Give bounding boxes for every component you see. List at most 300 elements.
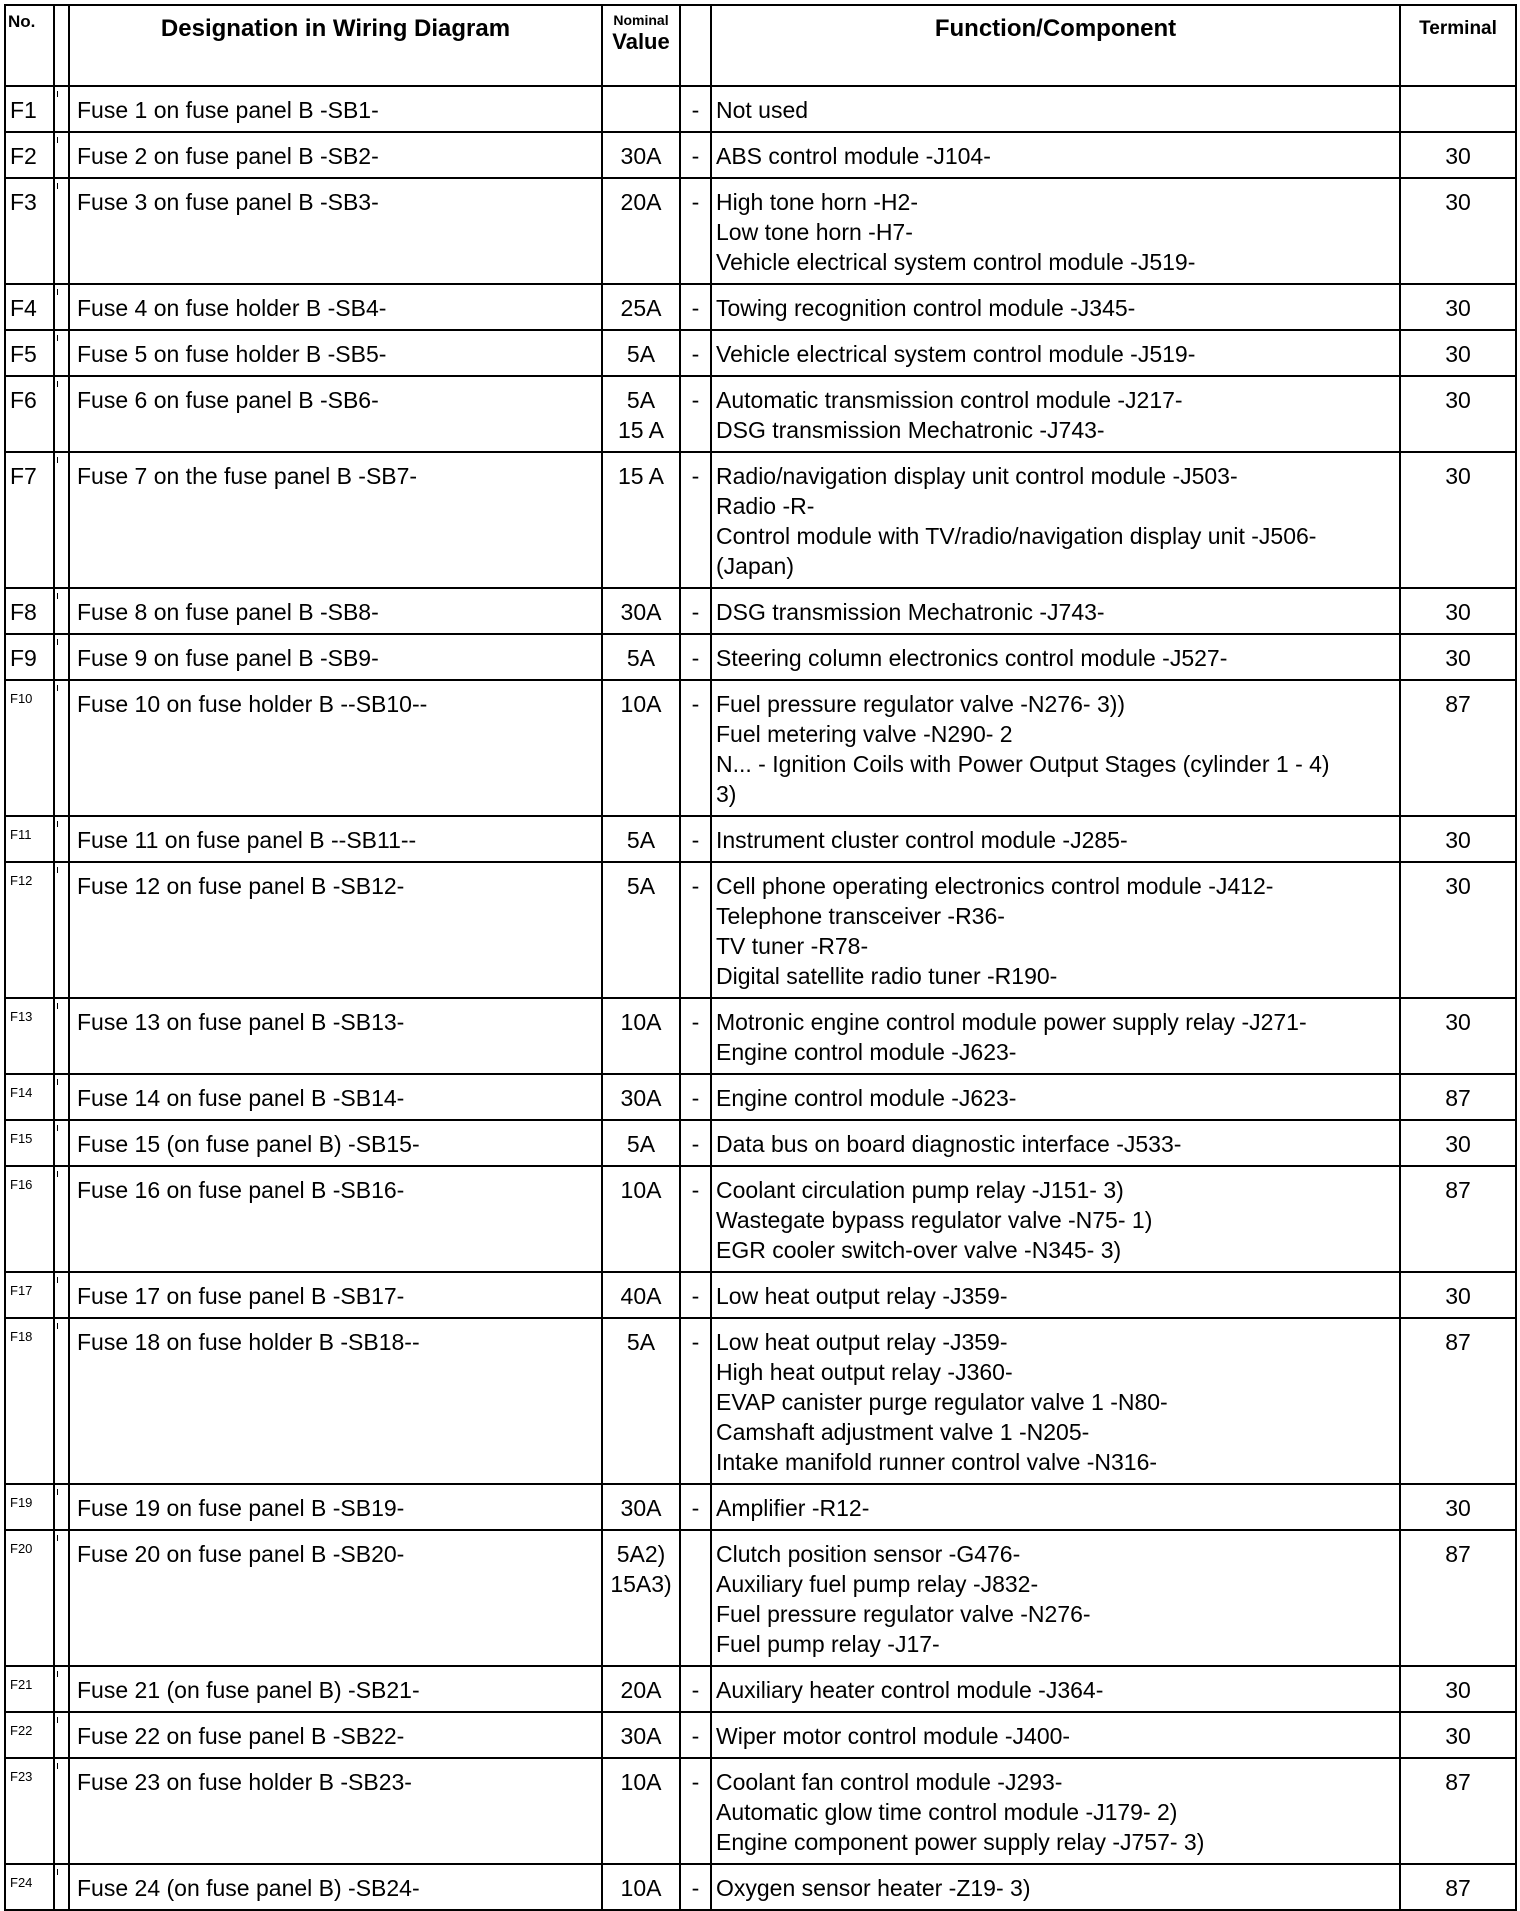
function-line: Oxygen sensor heater -Z19- 3): [716, 1875, 1031, 1901]
table-row: [5, 680, 1516, 816]
terminal-cell: 87: [1400, 1530, 1516, 1666]
designation-cell: Fuse 17 on fuse panel B -SB17-: [69, 1272, 602, 1318]
designation-cell: Fuse 7 on the fuse panel B -SB7-: [69, 452, 602, 588]
header-function: Function/Component: [711, 5, 1400, 86]
function-cell: [711, 132, 1400, 178]
dash-cell: -: [680, 178, 711, 284]
function-line: Fuel pressure regulator valve -N276-: [716, 1601, 1091, 1627]
terminal-cell: 87: [1400, 1758, 1516, 1864]
fuse-number-cell: [5, 1758, 54, 1864]
terminal-cell: 30: [1400, 376, 1516, 452]
designation-cell: Fuse 8 on fuse panel B -SB8-: [69, 588, 602, 634]
designation-cell: Fuse 21 (on fuse panel B) -SB21-: [69, 1666, 602, 1712]
table-row: [5, 1074, 1516, 1120]
header-nominal-value: [602, 5, 680, 86]
dash-cell: -: [680, 588, 711, 634]
fuse-number: F22: [10, 1723, 33, 1738]
nominal-value-cell: [602, 86, 680, 132]
fuse-number: F21: [10, 1677, 33, 1692]
nominal-value: 5A: [626, 873, 656, 899]
function-line: (Japan): [716, 553, 794, 579]
nominal-value-cell: [602, 1712, 680, 1758]
function-cell: [711, 1758, 1400, 1864]
function-cell: [711, 376, 1400, 452]
dash-cell: -: [680, 452, 711, 588]
row-marker-cell: [54, 816, 69, 862]
fuse-number-cell: [5, 1120, 54, 1166]
function-cell: [711, 452, 1400, 588]
function-line: High tone horn -H2-: [716, 189, 918, 215]
nominal-value: 30A: [620, 143, 662, 169]
fuse-number-cell: [5, 1864, 54, 1910]
designation-cell: Fuse 14 on fuse panel B -SB14-: [69, 1074, 602, 1120]
terminal-cell: 30: [1400, 588, 1516, 634]
nominal-value: 30A: [620, 1723, 662, 1749]
terminal-cell: [1400, 86, 1516, 132]
terminal-cell: 30: [1400, 998, 1516, 1074]
nominal-value-cell: [602, 1272, 680, 1318]
row-marker-cell: [54, 376, 69, 452]
table-row: [5, 376, 1516, 452]
table-row: [5, 1318, 1516, 1484]
fuse-number-cell: [5, 1318, 54, 1484]
dash-cell: [680, 1530, 711, 1666]
function-line: Camshaft adjustment valve 1 -N205-: [716, 1419, 1090, 1445]
header-nominal-label: Nominal: [613, 12, 669, 28]
row-marker-cell: [54, 1666, 69, 1712]
function-line: Engine control module -J623-: [716, 1085, 1017, 1111]
function-cell: [711, 284, 1400, 330]
terminal-cell: 87: [1400, 680, 1516, 816]
designation-cell: Fuse 23 on fuse holder B -SB23-: [69, 1758, 602, 1864]
function-line: Steering column electronics control module -J527-: [716, 645, 1228, 671]
dash-cell: -: [680, 634, 711, 680]
nominal-value-cell: [602, 1530, 680, 1666]
dash-cell: -: [680, 1484, 711, 1530]
table-row: [5, 132, 1516, 178]
row-marker-cell: [54, 1272, 69, 1318]
table-row: [5, 1120, 1516, 1166]
fuse-number-cell: [5, 998, 54, 1074]
dash-cell: -: [680, 284, 711, 330]
dash-cell: -: [680, 1074, 711, 1120]
function-cell: [711, 1318, 1400, 1484]
designation-cell: Fuse 12 on fuse panel B -SB12-: [69, 862, 602, 998]
fuse-number-cell: [5, 1074, 54, 1120]
fuse-number-cell: [5, 588, 54, 634]
designation-cell: Fuse 18 on fuse holder B -SB18--: [69, 1318, 602, 1484]
designation-cell: Fuse 3 on fuse panel B -SB3-: [69, 178, 602, 284]
row-marker-cell: [54, 1864, 69, 1910]
fuse-number: F20: [10, 1541, 33, 1556]
designation-cell: Fuse 15 (on fuse panel B) -SB15-: [69, 1120, 602, 1166]
row-marker-cell: [54, 330, 69, 376]
nominal-value: 10A: [620, 1875, 662, 1901]
function-cell: [711, 816, 1400, 862]
nominal-value-cell: [602, 330, 680, 376]
fuse-number-cell: [5, 1666, 54, 1712]
nominal-value: 15 A: [617, 463, 665, 489]
dash-cell: -: [680, 816, 711, 862]
nominal-value-cell: [602, 1864, 680, 1910]
designation-cell: Fuse 11 on fuse panel B --SB11--: [69, 816, 602, 862]
function-cell: [711, 1666, 1400, 1712]
fuse-table: [4, 4, 1517, 1911]
table-row: [5, 1864, 1516, 1910]
dash-cell: -: [680, 1166, 711, 1272]
row-marker-cell: [54, 1530, 69, 1666]
function-line: Engine component power supply relay -J757- 3): [716, 1829, 1205, 1855]
row-marker-cell: [54, 178, 69, 284]
function-line: N... - Ignition Coils with Power Output Stages (cylinder 1 - 4): [716, 751, 1330, 777]
nominal-value: 30A: [620, 599, 662, 625]
fuse-number: F4: [10, 295, 37, 321]
dash-cell: -: [680, 1758, 711, 1864]
function-cell: [711, 178, 1400, 284]
fuse-number-cell: [5, 452, 54, 588]
row-marker-cell: [54, 284, 69, 330]
table-row: [5, 1166, 1516, 1272]
designation-cell: Fuse 16 on fuse panel B -SB16-: [69, 1166, 602, 1272]
table-row: [5, 1712, 1516, 1758]
header-designation: Designation in Wiring Diagram: [69, 5, 602, 86]
header-terminal: Terminal: [1400, 5, 1516, 86]
terminal-cell: 87: [1400, 1074, 1516, 1120]
function-line: Low heat output relay -J359-: [716, 1283, 1008, 1309]
function-line: Vehicle electrical system control module -J519-: [716, 249, 1196, 275]
fuse-number: F24: [10, 1875, 33, 1890]
fuse-number: F6: [10, 387, 37, 413]
terminal-cell: 30: [1400, 1120, 1516, 1166]
nominal-value: 5A: [626, 827, 656, 853]
nominal-value-cell: [602, 862, 680, 998]
fuse-number: F10: [10, 691, 33, 706]
fuse-number-cell: [5, 1272, 54, 1318]
function-line: Not used: [716, 97, 809, 123]
function-line: Coolant circulation pump relay -J151- 3): [716, 1177, 1124, 1203]
header-marker: [54, 5, 69, 86]
nominal-value-cell: [602, 634, 680, 680]
function-line: Cell phone operating electronics control module -J412-: [716, 873, 1274, 899]
function-line: Automatic transmission control module -J217-: [716, 387, 1183, 413]
function-line: Fuel pressure regulator valve -N276- 3)): [716, 691, 1126, 717]
row-marker-cell: [54, 1166, 69, 1272]
fuse-number: F13: [10, 1009, 33, 1024]
nominal-value: 5A2): [616, 1541, 666, 1567]
row-marker-cell: [54, 1758, 69, 1864]
fuse-number: F8: [10, 599, 37, 625]
dash-cell: -: [680, 86, 711, 132]
terminal-cell: 30: [1400, 862, 1516, 998]
fuse-number: F17: [10, 1283, 33, 1298]
nominal-value: 30A: [620, 1495, 662, 1521]
function-line: Wiper motor control module -J400-: [716, 1723, 1071, 1749]
row-marker-cell: [54, 1074, 69, 1120]
nominal-value: 5A: [626, 645, 656, 671]
table-row: [5, 284, 1516, 330]
function-line: Coolant fan control module -J293-: [716, 1769, 1063, 1795]
row-marker-cell: [54, 1318, 69, 1484]
function-cell: [711, 998, 1400, 1074]
designation-cell: Fuse 24 (on fuse panel B) -SB24-: [69, 1864, 602, 1910]
function-cell: [711, 680, 1400, 816]
nominal-value: 10A: [620, 1769, 662, 1795]
fuse-number-cell: [5, 1530, 54, 1666]
terminal-cell: 30: [1400, 1272, 1516, 1318]
terminal-cell: 30: [1400, 452, 1516, 588]
fuse-number: F19: [10, 1495, 33, 1510]
fuse-number: F3: [10, 189, 37, 215]
table-row: [5, 634, 1516, 680]
nominal-value-cell: [602, 178, 680, 284]
function-line: ABS control module -J104-: [716, 143, 991, 169]
nominal-value: 20A: [620, 189, 662, 215]
function-line: Wastegate bypass regulator valve -N75- 1): [716, 1207, 1153, 1233]
fuse-number-cell: [5, 86, 54, 132]
nominal-value-cell: [602, 1318, 680, 1484]
function-line: Fuel pump relay -J17-: [716, 1631, 940, 1657]
designation-cell: Fuse 1 on fuse panel B -SB1-: [69, 86, 602, 132]
nominal-value-cell: [602, 1484, 680, 1530]
function-cell: [711, 1120, 1400, 1166]
nominal-value: 10A: [620, 1177, 662, 1203]
designation-cell: Fuse 2 on fuse panel B -SB2-: [69, 132, 602, 178]
nominal-value-cell: [602, 1166, 680, 1272]
table-row: [5, 588, 1516, 634]
function-cell: [711, 1712, 1400, 1758]
fuse-number-cell: [5, 1712, 54, 1758]
row-marker-cell: [54, 1484, 69, 1530]
function-line: Motronic engine control module power supply relay -J271-: [716, 1009, 1307, 1035]
row-marker-cell: [54, 588, 69, 634]
nominal-value: 15A3): [610, 1571, 672, 1597]
designation-cell: Fuse 9 on fuse panel B -SB9-: [69, 634, 602, 680]
nominal-value: 10A: [620, 1009, 662, 1035]
terminal-cell: 30: [1400, 634, 1516, 680]
row-marker-cell: [54, 132, 69, 178]
fuse-number-cell: [5, 132, 54, 178]
terminal-cell: 30: [1400, 330, 1516, 376]
function-cell: [711, 1530, 1400, 1666]
nominal-value-cell: [602, 1120, 680, 1166]
table-row: [5, 1530, 1516, 1666]
nominal-value: 5A: [626, 1131, 656, 1157]
nominal-value-cell: [602, 680, 680, 816]
terminal-cell: 30: [1400, 1712, 1516, 1758]
table-row: [5, 452, 1516, 588]
function-line: 3): [716, 781, 737, 807]
function-line: Fuel metering valve -N290- 2: [716, 721, 1013, 747]
function-line: Radio/navigation display unit control module -J503-: [716, 463, 1238, 489]
table-row: [5, 862, 1516, 998]
fuse-number: F11: [10, 827, 32, 842]
terminal-cell: 87: [1400, 1864, 1516, 1910]
row-marker-cell: [54, 452, 69, 588]
nominal-value-cell: [602, 1666, 680, 1712]
designation-cell: Fuse 10 on fuse holder B --SB10--: [69, 680, 602, 816]
fuse-number: F23: [10, 1769, 33, 1784]
row-marker-cell: [54, 680, 69, 816]
function-line: Instrument cluster control module -J285-: [716, 827, 1128, 853]
function-line: EGR cooler switch-over valve -N345- 3): [716, 1237, 1122, 1263]
function-line: Data bus on board diagnostic interface -J533-: [716, 1131, 1182, 1157]
dash-cell: -: [680, 862, 711, 998]
function-cell: [711, 1074, 1400, 1120]
dash-cell: -: [680, 330, 711, 376]
nominal-value: 30A: [620, 1085, 662, 1111]
fuse-number: F9: [10, 645, 37, 671]
fuse-number: F5: [10, 341, 37, 367]
terminal-cell: 30: [1400, 132, 1516, 178]
terminal-cell: 87: [1400, 1166, 1516, 1272]
nominal-value-cell: [602, 132, 680, 178]
nominal-value: 5A: [626, 341, 656, 367]
table-row: [5, 330, 1516, 376]
nominal-value: 25A: [620, 295, 662, 321]
fuse-number-cell: [5, 862, 54, 998]
nominal-value-cell: [602, 452, 680, 588]
row-marker-cell: [54, 1712, 69, 1758]
fuse-number: F7: [10, 463, 37, 489]
table-row: [5, 816, 1516, 862]
nominal-value-cell: [602, 998, 680, 1074]
fuse-number-cell: [5, 284, 54, 330]
designation-cell: Fuse 6 on fuse panel B -SB6-: [69, 376, 602, 452]
function-cell: [711, 634, 1400, 680]
dash-cell: -: [680, 1120, 711, 1166]
fuse-number: F14: [10, 1085, 33, 1100]
dash-cell: -: [680, 1666, 711, 1712]
header-no: No.: [5, 5, 54, 86]
fuse-number: F15: [10, 1131, 33, 1146]
nominal-value: 10A: [620, 691, 662, 717]
designation-cell: Fuse 5 on fuse holder B -SB5-: [69, 330, 602, 376]
dash-cell: -: [680, 1712, 711, 1758]
function-line: DSG transmission Mechatronic -J743-: [716, 417, 1105, 443]
fuse-number: F16: [10, 1177, 33, 1192]
nominal-value-cell: [602, 284, 680, 330]
terminal-cell: 30: [1400, 816, 1516, 862]
row-marker-cell: [54, 634, 69, 680]
function-cell: [711, 588, 1400, 634]
function-line: Low tone horn -H7-: [716, 219, 913, 245]
fuse-number-cell: [5, 1166, 54, 1272]
table-row: [5, 1272, 1516, 1318]
table-row: [5, 178, 1516, 284]
table-row: [5, 998, 1516, 1074]
function-line: EVAP canister purge regulator valve 1 -N80-: [716, 1389, 1168, 1415]
function-line: Automatic glow time control module -J179- 2): [716, 1799, 1178, 1825]
fuse-table-body: [5, 86, 1516, 1910]
function-cell: [711, 1272, 1400, 1318]
function-line: Engine control module -J623-: [716, 1039, 1017, 1065]
table-row: [5, 1484, 1516, 1530]
function-line: Amplifier -R12-: [716, 1495, 870, 1521]
dash-cell: -: [680, 1272, 711, 1318]
designation-cell: Fuse 20 on fuse panel B -SB20-: [69, 1530, 602, 1666]
function-cell: [711, 86, 1400, 132]
function-line: Auxiliary fuel pump relay -J832-: [716, 1571, 1039, 1597]
row-marker-cell: [54, 862, 69, 998]
fuse-number-cell: [5, 330, 54, 376]
fuse-number: F12: [10, 873, 33, 888]
function-cell: [711, 1166, 1400, 1272]
function-line: Low heat output relay -J359-: [716, 1329, 1008, 1355]
function-line: Auxiliary heater control module -J364-: [716, 1677, 1104, 1703]
function-cell: [711, 862, 1400, 998]
function-cell: [711, 1484, 1400, 1530]
nominal-value-cell: [602, 1074, 680, 1120]
function-cell: [711, 330, 1400, 376]
function-cell: [711, 1864, 1400, 1910]
dash-cell: -: [680, 132, 711, 178]
designation-cell: Fuse 19 on fuse panel B -SB19-: [69, 1484, 602, 1530]
nominal-value: 15 A: [617, 417, 665, 443]
nominal-value: 20A: [620, 1677, 662, 1703]
designation-cell: Fuse 22 on fuse panel B -SB22-: [69, 1712, 602, 1758]
nominal-value-cell: [602, 376, 680, 452]
fuse-number: F2: [10, 143, 37, 169]
function-line: DSG transmission Mechatronic -J743-: [716, 599, 1105, 625]
table-row: [5, 1758, 1516, 1864]
fuse-number-cell: [5, 816, 54, 862]
fuse-number-cell: [5, 680, 54, 816]
dash-cell: -: [680, 680, 711, 816]
nominal-value: 5A: [626, 1329, 656, 1355]
fuse-number-cell: [5, 1484, 54, 1530]
terminal-cell: 30: [1400, 178, 1516, 284]
row-marker-cell: [54, 86, 69, 132]
function-line: Radio -R-: [716, 493, 815, 519]
header-dash: [680, 5, 711, 86]
nominal-value-cell: [602, 588, 680, 634]
dash-cell: -: [680, 1318, 711, 1484]
function-line: Clutch position sensor -G476-: [716, 1541, 1021, 1567]
terminal-cell: 30: [1400, 284, 1516, 330]
designation-cell: Fuse 4 on fuse holder B -SB4-: [69, 284, 602, 330]
function-line: Vehicle electrical system control module -J519-: [716, 341, 1196, 367]
designation-cell: Fuse 13 on fuse panel B -SB13-: [69, 998, 602, 1074]
function-line: Telephone transceiver -R36-: [716, 903, 1005, 929]
function-line: TV tuner -R78-: [716, 933, 869, 959]
terminal-cell: 30: [1400, 1484, 1516, 1530]
dash-cell: -: [680, 1864, 711, 1910]
function-line: Control module with TV/radio/navigation display unit -J506-: [716, 523, 1317, 549]
table-row: [5, 86, 1516, 132]
row-marker-cell: [54, 998, 69, 1074]
nominal-value: 40A: [620, 1283, 662, 1309]
fuse-number: F1: [10, 97, 37, 123]
table-row: [5, 1666, 1516, 1712]
header-value-label: Value: [612, 29, 670, 54]
fuse-number-cell: [5, 634, 54, 680]
fuse-number-cell: [5, 376, 54, 452]
nominal-value-cell: [602, 816, 680, 862]
terminal-cell: 30: [1400, 1666, 1516, 1712]
nominal-value-cell: [602, 1758, 680, 1864]
header-row: [5, 5, 1516, 86]
function-line: Towing recognition control module -J345-: [716, 295, 1136, 321]
fuse-number: F18: [10, 1329, 33, 1344]
nominal-value: 5A: [626, 387, 656, 413]
dash-cell: -: [680, 998, 711, 1074]
function-line: High heat output relay -J360-: [716, 1359, 1013, 1385]
fuse-number-cell: [5, 178, 54, 284]
function-line: Digital satellite radio tuner -R190-: [716, 963, 1058, 989]
dash-cell: -: [680, 376, 711, 452]
function-line: Intake manifold runner control valve -N316-: [716, 1449, 1158, 1475]
row-marker-cell: [54, 1120, 69, 1166]
